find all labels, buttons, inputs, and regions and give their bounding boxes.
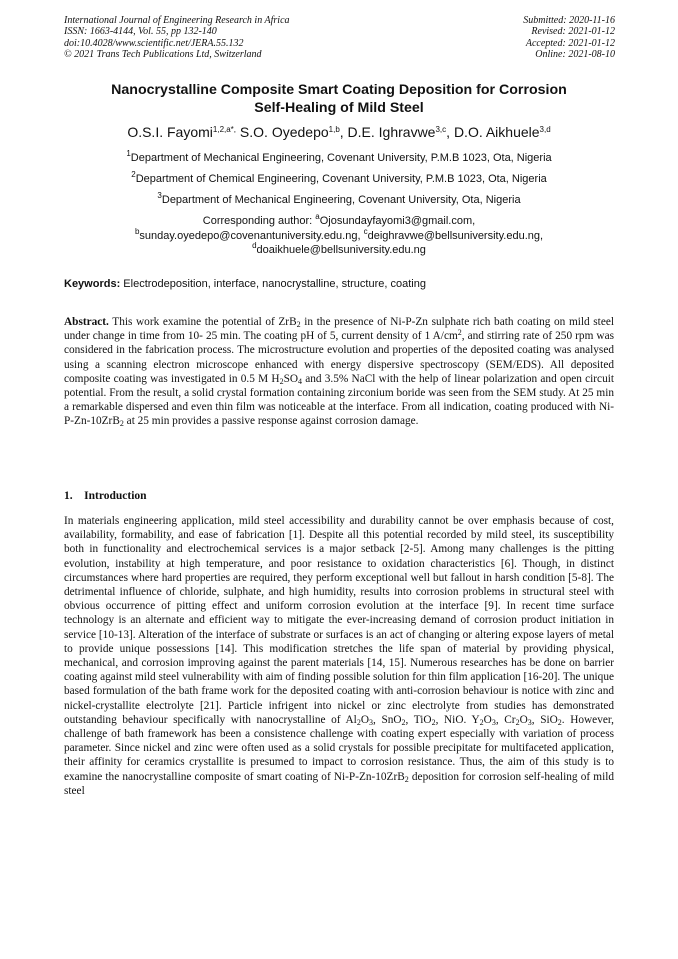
email-link[interactable]: sunday.oyedepo@covenantuniversity.edu.ng — [139, 229, 358, 242]
subscript: 2 — [404, 774, 409, 784]
subscript: 2 — [296, 320, 301, 329]
section-title: Introduction — [84, 490, 147, 502]
affiliation — [40, 172, 638, 186]
subscript: 2 — [431, 717, 436, 727]
paper-title — [64, 82, 614, 117]
affiliation-number: 2 — [131, 170, 136, 179]
email-mark: d — [252, 241, 257, 250]
journal-copyright: © 2021 Trans Tech Publications Ltd, Switzerland — [64, 49, 262, 61]
email-mark: c — [363, 226, 368, 236]
subscript: 3 — [527, 717, 532, 727]
body-text: , NiO. Y — [435, 713, 480, 726]
journal-info — [64, 15, 290, 61]
introduction-body — [64, 514, 614, 798]
abstract — [64, 315, 614, 429]
affiliation-number: 1 — [126, 149, 131, 158]
subscript: 2 — [279, 376, 284, 386]
affiliation-text: Department of Chemical Engineering, Covenant University, P.M.B 1023, Ota, Nigeria — [135, 173, 547, 185]
author-affiliation-mark: 1,2,a*, — [212, 125, 237, 134]
superscript: 2 — [457, 328, 462, 338]
affiliation-text: Department of Mechanical Engineering, Covenant University, P.M.B 1023, Ota, Nigeria — [130, 152, 552, 164]
section-heading — [64, 490, 147, 502]
abstract-text: , and stirring rate of 250 rpm was considered in the fabrication process. The microstructure evolution and properties of the deposited coating was analysed using a scanning electron microscope enhanced with energy dispersive spectroscopy (SEM/EDS). All deposited composite coating was investigated in 0.5 M H — [64, 330, 614, 385]
abstract-text: in the presence of Ni-P-Zn sulphate rich bath coating on mild steel under change in time from 10- 25 min. The coating pH of 5, current density of 1 A/cm — [64, 316, 614, 343]
email-link[interactable]: doaikhuele@bellsuniversity.edu.ng — [256, 244, 426, 256]
abstract-text: This work examine the potential of ZrB — [108, 316, 297, 328]
email-link[interactable]: Ojosundayfayomi3@gmail.com — [319, 215, 473, 227]
journal-issn: ISSN: 1663-4144, Vol. 55, pp 132-140 — [64, 26, 217, 38]
author-name: O.S.I. Fayomi — [127, 124, 213, 140]
date-revised: Revised: 2021-01-12 — [531, 26, 615, 38]
affiliation-text: Department of Mechanical Engineering, Covenant University, Ota, Nigeria — [161, 194, 521, 206]
author-name: D.O. Aikhuele — [453, 124, 540, 140]
email-mark: a — [315, 212, 320, 221]
journal-name: International Journal of Engineering Research in Africa — [64, 15, 290, 26]
keywords-text: Electrodeposition, interface, nanocrystalline, structure, coating — [120, 278, 426, 290]
body-text: , TiO — [405, 713, 432, 726]
date-submitted: Submitted: 2020-11-16 — [523, 15, 615, 26]
abstract-text: at 25 min provides a passive response against corrosion damage. — [123, 415, 419, 428]
affiliation — [40, 193, 638, 207]
subscript: 2 — [515, 717, 520, 727]
body-text: O — [519, 713, 528, 726]
keywords-label: Keywords: — [64, 278, 121, 290]
author-affiliation-mark: 3,d — [539, 125, 551, 134]
corresponding-authors: Corresponding author: $^a$Ojosundayfayomi3@gmail.com, $^b$sunday.oyedepo@covenantuniversity.edu.ng, $^c$deighravwe@bellsuniversity.edu.ng, $^d$doaikhuele@bellsuniversity.edu.ng — [134, 212, 544, 256]
body-text: In materials engineering application, mild steel accessibility and durability cannot be over emphasis because of cost, availability, formability, and ease of fabrication [1]. Despite all this potential recorded by mild steel, its susceptibility both in functionality and electrochemical services is a major setback [2-5]. Among many challenges is the pitting evolution, instability at high temperature, and poor resistance to oxidation characteristics [6]. Though, in distinct circumstances where hard properties are required, they perform exceptional well but fallout in harsh condition [5-8]. The detrimental influence of chloride, sulphate, and high humidity, results into corrosion problems in structural steel with obvious occurrence of pitting effect and uniform corrosion evolution at the interface [9]. In recent time surface technology is an alternate and efficient way to mitigate the ever-increasing demand of corrosion product initiation in service [10-13]. Alteration of the interface of substrate or surfaces is an act of changing or altering expose layers of metal to provide unique possessions [14]. This modification stretches the life span of material by providing physical, mechanical, and corrosion improving against the parent materials [14, 15]. Numerous researches has be done on barrier coating against mild steel vulnerability with aim of finding possible solution for thin film application [16-20]. The unique based formulation of the bath frame work for the deposited coating with anti-corrosion behaviour is notice with zinc and nickel-crystallite electrolyte [21]. Particle infrigent into nickel or zinc electrolyte from studies has demonstrated outstanding behaviour specifically with nanocrystalline of Al — [64, 515, 614, 726]
keywords — [64, 277, 426, 291]
author-name: S.O. Oyedepo — [239, 124, 329, 140]
corresponding-label: Corresponding author: — [202, 215, 316, 227]
body-text: deposition for corrosion self-healing of mild steel — [64, 770, 614, 797]
email-link[interactable]: deighravwe@bellsuniversity.edu.ng — [367, 229, 540, 242]
subscript: 3 — [491, 717, 496, 727]
title-line: Self-Healing of Mild Steel — [254, 99, 424, 116]
body-text: O — [483, 713, 492, 726]
subscript: 2 — [401, 717, 406, 727]
author-affiliation-mark: 3,c — [435, 125, 447, 134]
publication-dates — [523, 15, 615, 61]
journal-doi: doi:10.4028/www.scientific.net/JERA.55.132 — [64, 37, 244, 49]
subscript: 3 — [369, 717, 373, 727]
subscript: 2 — [557, 717, 562, 727]
affiliation-number: 3 — [157, 191, 162, 200]
body-text: , SiO — [531, 713, 558, 726]
abstract-text: and 3.5% NaCl with the help of linear polarization and open circuit potential. From the result, a solid crystal formation containing zirconium boride was seen from the SEM study. At 25 min a remarkable dispersed and even thin film was noticeable at the interface. From all indication, coating produced with Ni-P-Zn-10ZrB — [64, 372, 614, 428]
section-number: 1. — [64, 490, 73, 502]
subscript: 2 — [119, 419, 124, 429]
abstract-text: SO — [283, 372, 299, 385]
affiliation — [40, 151, 638, 165]
subscript: 2 — [479, 717, 484, 727]
email-mark: b — [134, 226, 140, 236]
subscript: 4 — [298, 376, 303, 386]
title-line: Nanocrystalline Composite Smart Coating Deposition for Corrosion — [111, 82, 567, 98]
author-list: O.S.I. Fayomi$^{1,2,a*,}$ S.O. Oyedepo$^{1,b}$, D.E. Ighravwe$^{3,c}$, D.O. Aikhuele$^{3,d}$ — [127, 124, 551, 140]
date-accepted: Accepted: 2021-01-12 — [525, 37, 615, 49]
body-text: . However, challenge of bath framework has been a consistence challenge with coating expert especially with variation of process parameter. Since nickel and zinc were often used as a solid crystals for possible precipitate for multifaceted application, their affinity for ceramics crystallite is presumed to impact to corrosion resistance. Thus, the aim of this study is to examine the nanocrystalline composite of smart coating of Ni-P-Zn-10ZrB — [64, 713, 614, 783]
date-online: Online: 2021-08-10 — [535, 49, 615, 61]
body-text: , Cr — [495, 713, 516, 726]
author-affiliation-mark: 1,b — [328, 125, 340, 134]
subscript: 2 — [356, 717, 361, 727]
body-text: O — [360, 713, 369, 726]
body-text: , SnO — [373, 713, 402, 726]
author-name: D.E. Ighravwe — [347, 124, 436, 140]
abstract-label: Abstract. — [64, 316, 109, 328]
